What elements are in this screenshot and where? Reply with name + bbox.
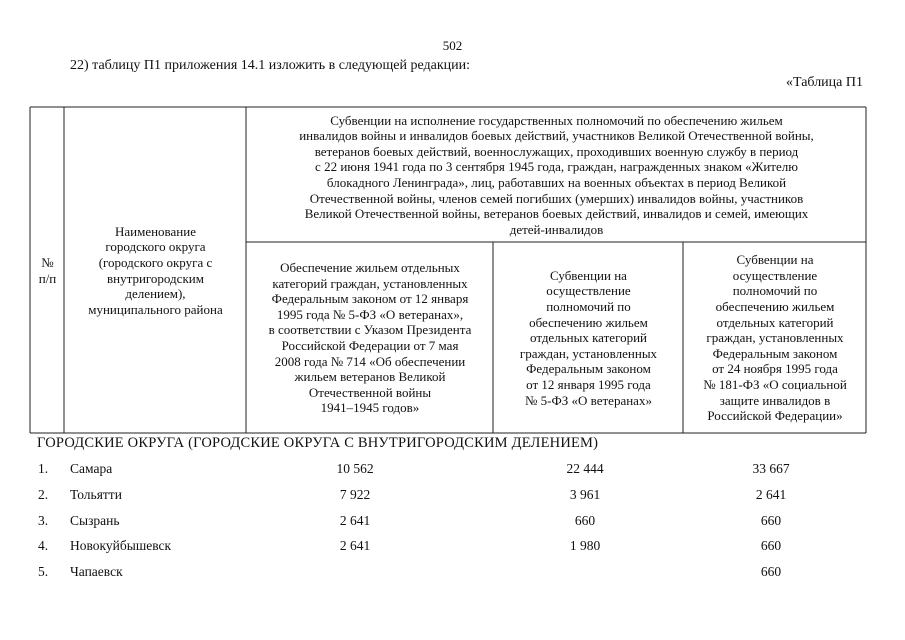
page-number: 502 [442,38,463,53]
table-row [0,538,905,560]
header-col-num-text: № п/п [38,254,57,286]
header-sub-1 [247,243,493,433]
row-value-2: 22 444 [566,461,604,476]
row-number: 3. [38,513,49,528]
table-row [0,461,905,483]
section-title: ГОРОДСКИЕ ОКРУГА (ГОРОДСКИЕ ОКРУГА С ВНУТРИГОРОДСКИМ ДЕЛЕНИЕМ) [37,435,599,451]
table-row [0,564,905,586]
header-col-name [65,108,246,433]
header-sub-3-text: Субвенции на осуществление полномочий по обеспечению жильем отдельных категорий граждан, установленных Федеральным законом от 24 ноября 1995 года № 181-ФЗ «О социальной защите инвалидов в Российской Федерации» [703,252,847,424]
row-value-2: 1 980 [569,538,601,553]
row-name: Чапаевск [70,564,123,579]
row-value-3: 660 [760,538,782,553]
table-row [0,513,905,535]
header-col-num [31,108,64,433]
row-value-3: 660 [760,564,782,579]
row-value-1: 2 641 [339,538,371,553]
header-top-span-text: Субвенции на исполнение государственных полномочий по обеспечению жильем инвалидов войны и инвалидов боевых действий, участников Великой Отечественной войны, ветеранов боевых действий, военнослужащих, проходивших военную службу в период с 22 июня 1941 года по 3 сентября 1945 года, граждан, награжденных знаком «Жителю блокадного Ленинграда», лиц, работавших на военных объектах в период Великой Отечественной войны, членов семей погибших (умерших) инвалидов войны, участников Великой Отечественной войны, ветеранов боевых действий, инвалидов и семей, имеющих детей-инвалидов [299,112,814,237]
row-value-3: 33 667 [752,461,790,476]
header-top-span [247,108,866,242]
table-caption: «Таблица П1 [786,75,863,90]
row-value-1: 7 922 [339,487,371,502]
row-name: Сызрань [70,513,120,528]
row-name: Новокуйбышевск [70,538,172,553]
row-value-2: 3 961 [569,487,601,502]
table-row [0,487,905,509]
row-name: Тольятти [70,487,122,502]
row-value-1: 10 562 [336,461,374,476]
header-col-name-text: Наименование городского округа (городского округа с внутригородским делением), муниципального района [88,223,223,317]
row-value-3: 2 641 [755,487,787,502]
row-value-1: 2 641 [339,513,371,528]
row-number: 5. [38,564,49,579]
row-value-2: 660 [574,513,596,528]
row-number: 1. [38,461,49,476]
header-sub-2-text: Субвенции на осуществление полномочий по обеспечению жильем отдельных категорий граждан, установленных Федеральным законом от 12 января 1995 года № 5-ФЗ «О ветеранах» [519,267,658,408]
header-sub-3 [684,243,866,433]
row-value-3: 660 [760,513,782,528]
instruction-text: 22) таблицу П1 приложения 14.1 изложить в следующей редакции: [70,58,471,73]
header-sub-2 [494,243,683,433]
row-number: 4. [38,538,49,553]
header-sub-1-text: Обеспечение жильем отдельных категорий граждан, установленных Федеральным законом от 12 января 1995 года № 5-ФЗ «О ветеранах», в соответствии с Указом Президента Российской Федерации от 7 мая 2008 года № 714 «Об обеспечении жильем ветеранов Великой Отечественной войны 1941–1945 годов» [268,260,472,416]
row-name: Самара [70,461,113,476]
row-number: 2. [38,487,49,502]
